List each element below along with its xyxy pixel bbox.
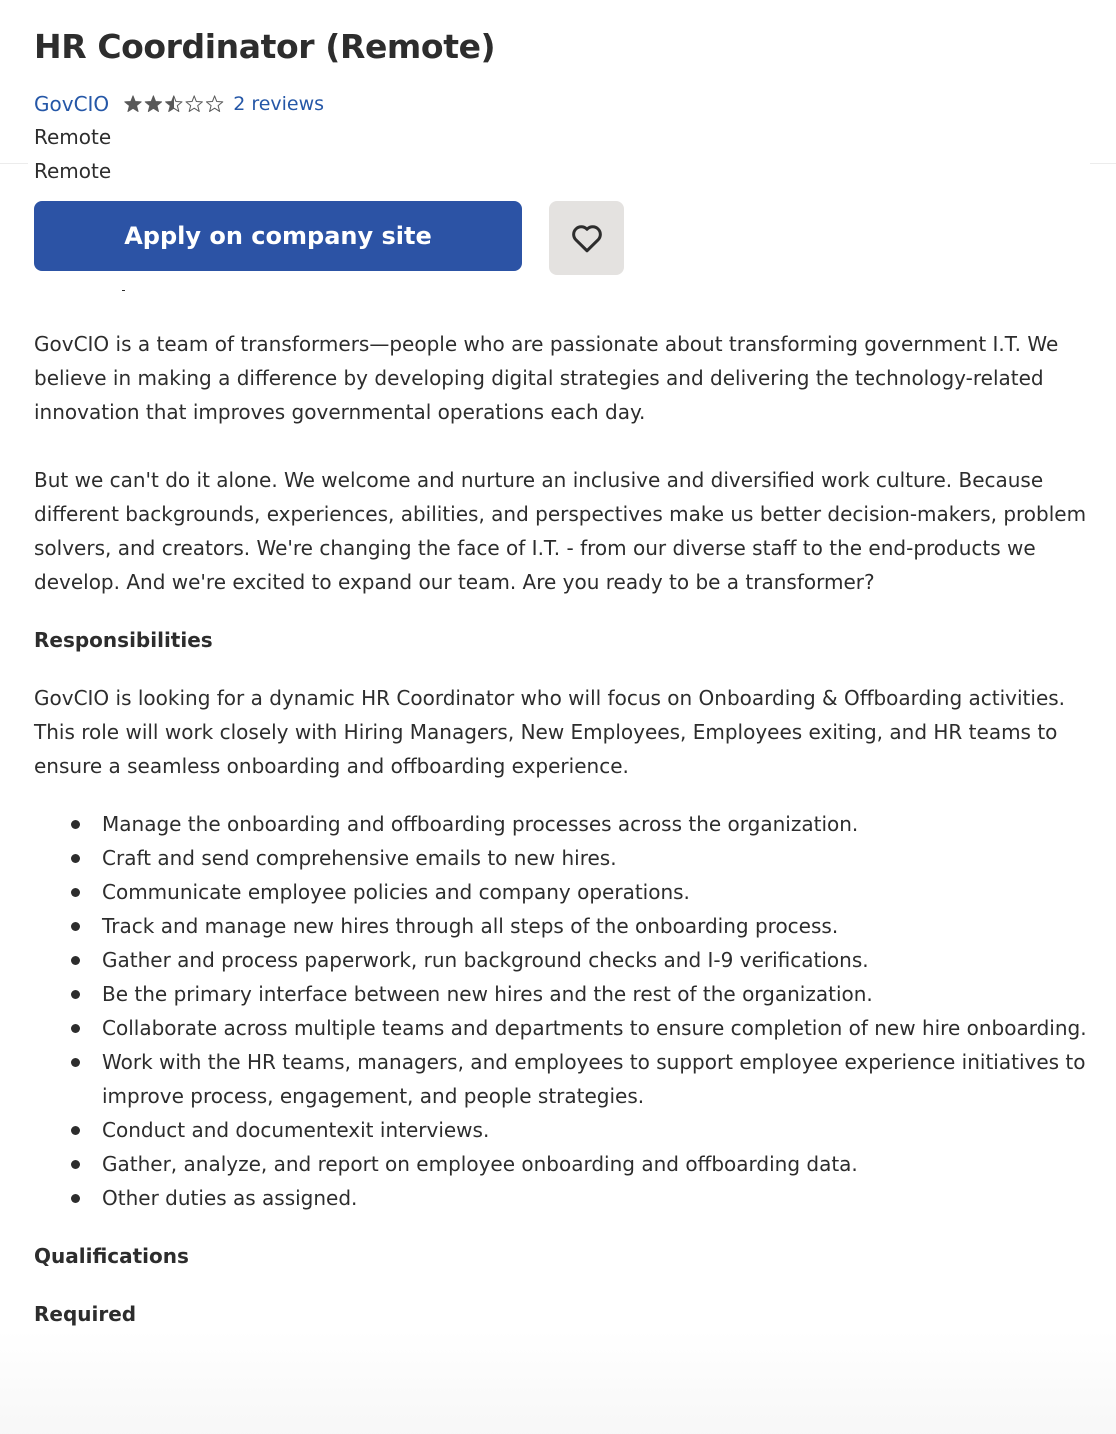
apply-button-label: Apply on company site: [124, 222, 432, 250]
list-item: [102, 1113, 1094, 1147]
bullet-icon: [71, 956, 80, 965]
star-icon: [125, 96, 141, 112]
list-item: [102, 1045, 1094, 1113]
bullet-icon: [71, 1058, 80, 1067]
bullet-icon: [71, 854, 80, 863]
list-item: [102, 807, 1094, 841]
list-item: [102, 1181, 1094, 1215]
list-item: [102, 841, 1094, 875]
heart-outline-icon: [569, 220, 605, 256]
star-rating: [123, 94, 225, 114]
bullet-icon: [71, 820, 80, 829]
job-description: [34, 327, 1094, 1331]
responsibilities-heading: Responsibilities: [34, 628, 213, 652]
bullet-icon: [71, 1194, 80, 1203]
list-item-text: Conduct and documentexit interviews.: [102, 1118, 490, 1142]
duties-list: [34, 807, 1094, 1215]
list-item-text: Track and manage new hires through all steps of the onboarding process.: [102, 914, 839, 938]
star-icon: [166, 96, 182, 112]
required-heading: Required: [34, 1302, 137, 1326]
apply-button[interactable]: [34, 201, 522, 271]
bullet-icon: [71, 990, 80, 999]
bottom-fade-overlay: [0, 1330, 1116, 1434]
reviews-link[interactable]: 2 reviews: [233, 93, 325, 115]
list-item-text: Gather, analyze, and report on employee onboarding and offboarding data.: [102, 1152, 858, 1176]
star-icon: [145, 96, 161, 112]
job-title: HR Coordinator (Remote): [34, 27, 496, 66]
header-divider-left: [0, 163, 28, 164]
save-job-button[interactable]: [549, 201, 624, 275]
star-icon: [186, 96, 202, 112]
list-item: [102, 943, 1094, 977]
qualifications-heading: Qualifications: [34, 1244, 189, 1268]
list-item: [102, 1011, 1094, 1045]
job-location: Remote: [34, 125, 112, 149]
list-item-text: Work with the HR teams, managers, and employees to support employee experience initiatives to improve process, engagement, and people strategies.: [102, 1050, 1086, 1108]
list-item-text: Collaborate across multiple teams and departments to ensure completion of new hire onboarding.: [102, 1016, 1087, 1040]
list-item: [102, 977, 1094, 1011]
company-link[interactable]: GovCIO: [34, 92, 110, 116]
job-header: [0, 0, 1116, 290]
star-icon: [207, 96, 223, 112]
bullet-icon: [71, 1126, 80, 1135]
list-item-text: Be the primary interface between new hires and the rest of the organization.: [102, 982, 873, 1006]
header-divider-right: [1090, 163, 1116, 164]
job-work-setting: Remote: [34, 159, 112, 183]
list-item: [102, 909, 1094, 943]
list-item: [102, 1147, 1094, 1181]
responsibilities-intro: GovCIO is looking for a dynamic HR Coordinator who will focus on Onboarding & Offboarding activities. This role will work closely with Hiring Managers, New Employees, Employees exiting, and HR teams to ensure a seamless onboarding and offboarding experience.: [34, 686, 1066, 778]
list-item-text: Other duties as assigned.: [102, 1186, 358, 1210]
star-rating-icon: [123, 94, 225, 114]
list-item-text: Gather and process paperwork, run background checks and I-9 verifications.: [102, 948, 869, 972]
list-item-text: Craft and send comprehensive emails to new hires.: [102, 846, 617, 870]
company-rating-row: [34, 90, 324, 118]
bullet-icon: [71, 888, 80, 897]
list-item-text: Manage the onboarding and offboarding processes across the organization.: [102, 812, 859, 836]
list-item: [102, 875, 1094, 909]
bullet-icon: [71, 922, 80, 931]
list-item-text: Communicate employee policies and company operations.: [102, 880, 690, 904]
intro-paragraph: GovCIO is a team of transformers—people who are passionate about transforming government I.T. We believe in making a difference by developing digital strategies and delivering the technology-related innovation that improves governmental operations each day.: [34, 332, 1059, 424]
bullet-icon: [71, 1024, 80, 1033]
bullet-icon: [71, 1160, 80, 1169]
intro-paragraph: But we can't do it alone. We welcome and nurture an inclusive and diversified work culture. Because different backgrounds, experiences, abilities, and perspectives make us better decision-makers, problem solvers, and creators. We're changing the face of I.T. - from our diverse staff to the end-products we develop. And we're excited to expand our team. Are you ready to be a transformer?: [34, 468, 1087, 594]
